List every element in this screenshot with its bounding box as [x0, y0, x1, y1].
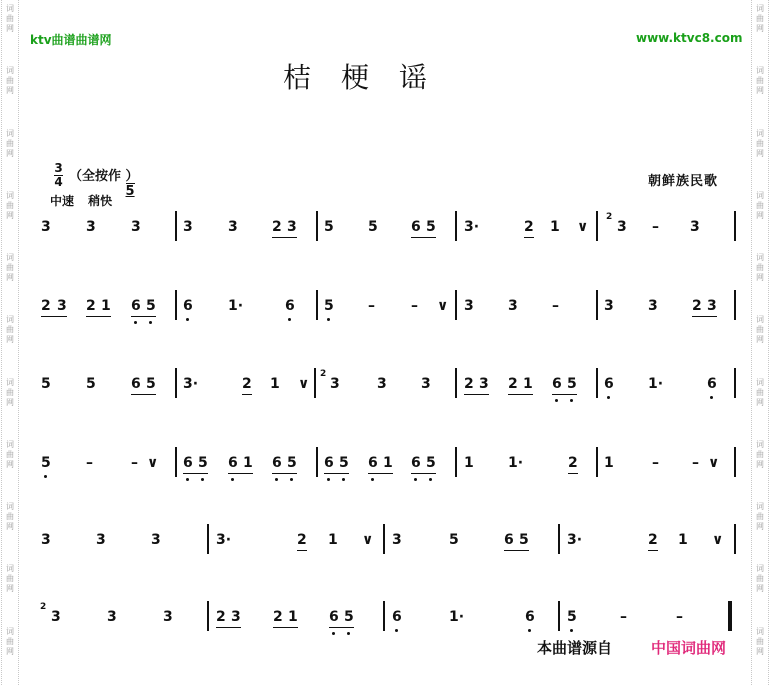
- watermark-glyph: 曲: [6, 574, 14, 584]
- note: 5: [449, 532, 459, 548]
- note: 6: [131, 298, 141, 314]
- barline: [455, 290, 457, 320]
- beam-underline: [41, 316, 67, 317]
- note: 5: [146, 298, 156, 314]
- source-label: 本曲谱源自: [537, 639, 613, 657]
- note: 3: [41, 532, 51, 548]
- note: 2: [692, 298, 702, 314]
- grace-note: 2: [606, 212, 613, 222]
- beam-underline: [368, 473, 393, 474]
- watermark-glyph: 网: [6, 86, 14, 96]
- watermark-glyph: 曲: [6, 449, 14, 459]
- key-note-key: 5: [125, 184, 135, 199]
- beam-underline: [131, 394, 156, 395]
- note: 2: [86, 298, 96, 314]
- note: 5: [344, 609, 354, 625]
- note: 6: [131, 376, 141, 392]
- watermark-glyph: 曲: [756, 512, 764, 522]
- low-octave-dot: [327, 318, 330, 321]
- note: 5: [519, 532, 529, 548]
- low-octave-dot: [528, 629, 531, 632]
- watermark-glyph: 曲: [756, 387, 764, 397]
- note: 3: [690, 219, 700, 235]
- note: 6: [604, 376, 614, 392]
- watermark-glyph: 曲: [756, 636, 764, 646]
- beam-underline: [329, 627, 354, 628]
- site-name-left[interactable]: ktv曲谱曲谱网: [30, 33, 112, 47]
- watermark-glyph: 曲: [6, 636, 14, 646]
- note: 5: [324, 219, 334, 235]
- watermark-glyph-group: [6, 0, 14, 62]
- watermark-glyph: 词: [6, 66, 14, 76]
- note: 1: [678, 532, 688, 548]
- note: 1: [550, 219, 560, 235]
- watermark-glyph: 词: [756, 66, 764, 76]
- watermark-glyph-group: [6, 125, 14, 187]
- score-line: [0, 602, 770, 639]
- watermark-glyph: 词: [756, 502, 764, 512]
- note: 1: [101, 298, 111, 314]
- low-octave-dot: [288, 318, 291, 321]
- low-octave-dot: [134, 321, 137, 324]
- note: 3: [377, 376, 387, 392]
- barline: [455, 211, 457, 241]
- breath-mark: ∨: [147, 455, 159, 471]
- note: 3·: [464, 219, 480, 235]
- note: 3: [421, 376, 431, 392]
- barline: [383, 601, 385, 631]
- watermark-glyph-group: [6, 62, 14, 124]
- watermark-glyph: 网: [6, 459, 14, 469]
- note: 3·: [183, 376, 199, 392]
- beam-underline: [86, 316, 111, 317]
- beam-underline: [524, 237, 534, 238]
- breath-mark: ∨: [298, 376, 310, 392]
- watermark-glyph: 词: [756, 190, 764, 200]
- watermark-glyph: 曲: [756, 449, 764, 459]
- watermark-glyph: 词: [756, 315, 764, 325]
- watermark-glyph: 词: [6, 253, 14, 263]
- watermark-glyph: 网: [756, 210, 764, 220]
- final-barline: [728, 601, 732, 631]
- barline: [316, 447, 318, 477]
- time-signature-bottom: 4: [54, 175, 63, 189]
- low-octave-dot: [186, 478, 189, 481]
- note: 6: [272, 455, 282, 471]
- score-line: [0, 532, 770, 562]
- note: 2: [568, 455, 578, 471]
- watermark-glyph: 网: [756, 273, 764, 283]
- note: 1: [270, 376, 280, 392]
- watermark-glyph: 曲: [6, 138, 14, 148]
- watermark-glyph: 曲: [756, 263, 764, 273]
- time-signature-top: 3: [54, 161, 63, 175]
- extension-dash: –: [620, 609, 627, 625]
- site-url-right[interactable]: www.ktvc8.com: [636, 31, 743, 45]
- note: 3: [648, 298, 658, 314]
- barline: [316, 290, 318, 320]
- barline: [175, 211, 177, 241]
- watermark-glyph: 曲: [6, 263, 14, 273]
- note: 2: [524, 219, 534, 235]
- time-signature: [54, 163, 63, 188]
- key-note-suffix: ）: [125, 169, 139, 184]
- score-line: [0, 298, 770, 328]
- note: 1: [464, 455, 474, 471]
- low-octave-dot: [710, 396, 713, 399]
- note: 5: [146, 376, 156, 392]
- watermark-glyph: 曲: [756, 200, 764, 210]
- note: 1: [523, 376, 533, 392]
- barline: [314, 368, 316, 398]
- note: 6: [411, 219, 421, 235]
- note: 5: [426, 455, 436, 471]
- low-octave-dot: [231, 478, 234, 481]
- watermark-glyph: 词: [6, 377, 14, 387]
- extension-dash: –: [652, 455, 659, 471]
- watermark-glyph: 曲: [756, 14, 764, 23]
- watermark-glyph: 网: [756, 24, 764, 33]
- beam-underline: [411, 473, 436, 474]
- note: 1: [243, 455, 253, 471]
- beam-underline: [692, 316, 717, 317]
- note: 1·: [449, 609, 465, 625]
- note: 5: [86, 376, 96, 392]
- barline: [207, 524, 209, 554]
- note: 6: [552, 376, 562, 392]
- barline: [734, 524, 736, 554]
- watermark-glyph: 词: [6, 190, 14, 200]
- beam-underline: [464, 394, 489, 395]
- barline: [734, 368, 736, 398]
- extension-dash: –: [368, 298, 375, 314]
- barline: [558, 601, 560, 631]
- note: 3: [479, 376, 489, 392]
- watermark-glyph: 词: [6, 315, 14, 325]
- note: 3: [464, 298, 474, 314]
- note: 3·: [567, 532, 583, 548]
- note: 2: [41, 298, 51, 314]
- watermark-glyph: 词: [6, 4, 14, 13]
- barline: [596, 368, 598, 398]
- low-octave-dot: [570, 629, 573, 632]
- watermark-glyph: 词: [756, 253, 764, 263]
- low-octave-dot: [395, 629, 398, 632]
- score-line: [0, 369, 770, 406]
- note: 1: [604, 455, 614, 471]
- watermark-glyph: 词: [756, 626, 764, 636]
- watermark-glyph-group: [756, 125, 764, 187]
- watermark-glyph: 曲: [756, 574, 764, 584]
- barline: [558, 524, 560, 554]
- barline: [596, 211, 598, 241]
- note: 1: [383, 455, 393, 471]
- note: 3: [131, 219, 141, 235]
- watermark-glyph: 网: [756, 459, 764, 469]
- beam-underline: [297, 550, 307, 551]
- low-octave-dot: [149, 321, 152, 324]
- note: 1·: [508, 455, 524, 471]
- watermark-glyph-group: [756, 62, 764, 124]
- extension-dash: –: [131, 455, 138, 471]
- note: 6: [324, 455, 334, 471]
- watermark-glyph: 网: [6, 210, 14, 220]
- note: 6: [504, 532, 514, 548]
- beam-underline: [568, 473, 578, 474]
- note: 3: [57, 298, 67, 314]
- beam-underline: [552, 394, 577, 395]
- note: 6: [285, 298, 295, 314]
- watermark-glyph: 网: [756, 522, 764, 532]
- beam-underline: [324, 473, 349, 474]
- watermark-glyph: 曲: [756, 138, 764, 148]
- grace-note: 2: [320, 369, 327, 379]
- note: 3: [392, 532, 402, 548]
- beam-underline: [242, 394, 252, 395]
- low-octave-dot: [327, 478, 330, 481]
- watermark-glyph: 曲: [6, 200, 14, 210]
- barline: [207, 601, 209, 631]
- low-octave-dot: [201, 478, 204, 481]
- note: 6: [707, 376, 717, 392]
- score-line: [0, 455, 770, 485]
- extension-dash: –: [552, 298, 559, 314]
- extension-dash: –: [692, 455, 699, 471]
- tempo-marking: 中速 稍快: [50, 194, 113, 208]
- note: 2: [508, 376, 518, 392]
- note: 3: [183, 219, 193, 235]
- watermark-glyph: 词: [756, 564, 764, 574]
- note: 6: [329, 609, 339, 625]
- watermark-glyph: 网: [6, 397, 14, 407]
- left-watermark-column: [1, 0, 19, 685]
- watermark-glyph: 网: [6, 148, 14, 158]
- low-octave-dot: [371, 478, 374, 481]
- watermark-glyph: 曲: [6, 14, 14, 23]
- note: 5: [287, 455, 297, 471]
- barline: [596, 290, 598, 320]
- note: 3: [86, 219, 96, 235]
- low-octave-dot: [342, 478, 345, 481]
- breath-mark: ∨: [437, 298, 449, 314]
- watermark-glyph: 词: [6, 564, 14, 574]
- note: 5: [324, 298, 334, 314]
- note: 1: [288, 609, 298, 625]
- note: 3: [107, 609, 117, 625]
- breath-mark: ∨: [712, 532, 724, 548]
- note: 2: [216, 609, 226, 625]
- watermark-glyph: 网: [6, 646, 14, 656]
- note: 3: [231, 609, 241, 625]
- note: 3: [163, 609, 173, 625]
- watermark-glyph: 曲: [6, 325, 14, 335]
- beam-underline: [648, 550, 658, 551]
- low-octave-dot: [607, 396, 610, 399]
- note: 3: [604, 298, 614, 314]
- watermark-glyph: 网: [756, 584, 764, 594]
- watermark-glyph: 网: [756, 397, 764, 407]
- extension-dash: –: [86, 455, 93, 471]
- watermark-glyph: 词: [6, 128, 14, 138]
- barline: [175, 290, 177, 320]
- note: 6: [368, 455, 378, 471]
- note: 3: [96, 532, 106, 548]
- note: 3: [151, 532, 161, 548]
- note: 5: [426, 219, 436, 235]
- watermark-glyph: 曲: [756, 325, 764, 335]
- note: 6: [392, 609, 402, 625]
- note: 6: [411, 455, 421, 471]
- barline: [734, 211, 736, 241]
- beam-underline: [504, 550, 529, 551]
- barline: [596, 447, 598, 477]
- watermark-glyph: 词: [6, 439, 14, 449]
- note: 2: [297, 532, 307, 548]
- note: 5: [567, 376, 577, 392]
- note: 5: [198, 455, 208, 471]
- watermark-glyph: 网: [756, 86, 764, 96]
- beam-underline: [273, 627, 298, 628]
- score-line: [0, 212, 770, 249]
- note: 2: [648, 532, 658, 548]
- low-octave-dot: [332, 632, 335, 635]
- note: 6: [183, 298, 193, 314]
- note: 5: [41, 376, 51, 392]
- watermark-glyph: 曲: [6, 76, 14, 86]
- note: 5: [368, 219, 378, 235]
- extension-dash: –: [652, 219, 659, 235]
- note: 1·: [648, 376, 664, 392]
- watermark-glyph: 词: [756, 128, 764, 138]
- watermark-glyph-group: [756, 0, 764, 62]
- beam-underline: [228, 473, 253, 474]
- watermark-glyph: 网: [6, 522, 14, 532]
- beam-underline: [183, 473, 208, 474]
- grace-note: 2: [40, 602, 47, 612]
- beam-underline: [216, 627, 241, 628]
- barline: [455, 447, 457, 477]
- low-octave-dot: [186, 318, 189, 321]
- note: 6: [228, 455, 238, 471]
- low-octave-dot: [429, 478, 432, 481]
- watermark-glyph: 曲: [6, 512, 14, 522]
- watermark-glyph: 网: [6, 584, 14, 594]
- barline: [734, 447, 736, 477]
- note: 3: [707, 298, 717, 314]
- watermark-glyph: 网: [756, 148, 764, 158]
- note: 3: [617, 219, 627, 235]
- watermark-glyph: 网: [756, 335, 764, 345]
- note: 6: [183, 455, 193, 471]
- watermark-glyph: 网: [756, 646, 764, 656]
- watermark-glyph: 曲: [756, 76, 764, 86]
- note: 3·: [216, 532, 232, 548]
- watermark-glyph: 曲: [6, 387, 14, 397]
- key-note-prefix: （全按作: [69, 169, 126, 184]
- watermark-glyph: 网: [6, 24, 14, 33]
- barline: [316, 211, 318, 241]
- song-title: 桔梗谣: [283, 61, 458, 94]
- watermark-glyph: 词: [756, 439, 764, 449]
- beam-underline: [508, 394, 533, 395]
- watermark-glyph: 网: [6, 273, 14, 283]
- barline: [175, 368, 177, 398]
- breath-mark: ∨: [577, 219, 589, 235]
- source-site-link[interactable]: 中国词曲网: [651, 639, 727, 657]
- watermark-glyph: 词: [756, 377, 764, 387]
- low-octave-dot: [44, 475, 47, 478]
- beam-underline: [411, 237, 436, 238]
- note: 2: [272, 219, 282, 235]
- key-note: [69, 165, 139, 199]
- barline: [455, 368, 457, 398]
- note: 2: [242, 376, 252, 392]
- low-octave-dot: [275, 478, 278, 481]
- note: 1: [328, 532, 338, 548]
- note: 2: [273, 609, 283, 625]
- note: 2: [464, 376, 474, 392]
- low-octave-dot: [414, 478, 417, 481]
- beam-underline: [272, 237, 297, 238]
- barline: [734, 290, 736, 320]
- watermark-glyph: 网: [6, 335, 14, 345]
- note: 1·: [228, 298, 244, 314]
- breath-mark: ∨: [362, 532, 374, 548]
- note: 5: [41, 455, 51, 471]
- barline: [383, 524, 385, 554]
- watermark-glyph: 词: [756, 4, 764, 13]
- low-octave-dot: [570, 399, 573, 402]
- note: 3: [41, 219, 51, 235]
- watermark-glyph: 词: [6, 626, 14, 636]
- extension-dash: –: [676, 609, 683, 625]
- beam-underline: [131, 316, 156, 317]
- note: 3: [51, 609, 61, 625]
- breath-mark: ∨: [708, 455, 720, 471]
- note: 3: [508, 298, 518, 314]
- note: 5: [567, 609, 577, 625]
- right-watermark-column: [751, 0, 769, 685]
- beam-underline: [272, 473, 297, 474]
- low-octave-dot: [290, 478, 293, 481]
- note: 6: [525, 609, 535, 625]
- low-octave-dot: [347, 632, 350, 635]
- extension-dash: –: [411, 298, 418, 314]
- note: 3: [228, 219, 238, 235]
- note: 3: [287, 219, 297, 235]
- low-octave-dot: [555, 399, 558, 402]
- note: 5: [339, 455, 349, 471]
- barline: [175, 447, 177, 477]
- note: 3: [330, 376, 340, 392]
- watermark-glyph: 词: [6, 502, 14, 512]
- composer-credit: 朝鲜族民歌: [648, 174, 719, 189]
